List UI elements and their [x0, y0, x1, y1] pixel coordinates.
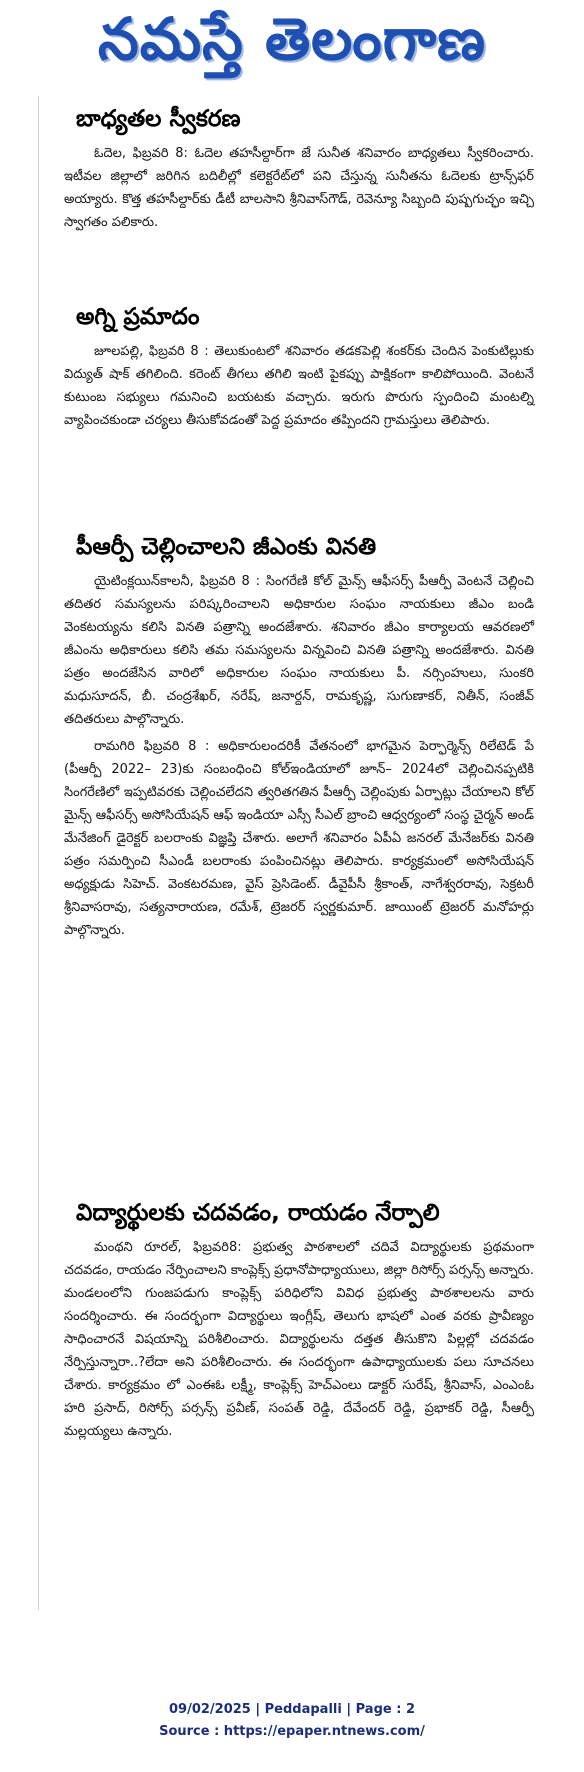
article-1-headline: బాధ్యతల స్వీకరణ	[76, 106, 241, 132]
article-1-paragraph-1: ఓదెల, ఫిబ్రవరి 8: ఓదెల తహసీల్దార్‌గా జే సునీత శనివారం బాధ్యతలు స్వీకరించారు. ఇటీవల జిల్లాలో జరిగిన బదిలీల్లో కలెక్టరేట్‌లో పని చేస్తున్న సునీతను ఓదెలకు ట్రాన్స్‌ఫర్ అయ్యారు. కొత్త తహసీల్దార్‌కు డీటీ బాలసాని శ్రీనివాస్‌గౌడ్, రెవెన్యూ సిబ్బంది పుష్పగుచ్ఛం ఇచ్చి స్వాగతం పలికారు.	[64, 146, 534, 230]
article-3-paragraph-1: యైటింక్లయిన్‌కాలనీ, ఫిబ్రవరి 8 : సింగరేణి కోల్ మైన్స్ ఆఫీసర్స్ పీఆర్పీ వెంటనే చెల్లించి తదితర సమస్యలను పరిష్కరించాలని అధికారుల సంఘం నాయకులు జీఎం బండి వెంకటయ్యను కలిసి వినతి పత్రాన్ని అందజేశారు. శనివారం జీఎం కార్యాలయ ఆవరణలో జీఎంను అధికారులు కలిసి తమ సమస్యలను విన్నవించి వినతి పత్రాన్ని అందజేశారు. వినతి పత్రం అందజేసిన వారిలో అధికారుల సంఘం నాయకులు పీ. నర్సింహులు, సుంకరి మధుసూదన్, బీ. చంద్రశేఖర్, నరేష్, జనార్దన్, రామకృష్ణ, సుగుణాకర్, నితీన్, సంజీవ్ తదితరులు పాల్గొన్నారు.	[64, 574, 534, 727]
article-3	[64, 532, 534, 946]
article-3-paragraph-2: రామగిరి ఫిబ్రవరి 8 : అధికారులందరికీ వేతనంలో భాగమైన పెర్ఫార్మెన్స్ రిలేటెడ్ పే (పీఆర్పీ 2022– 23)కు సంబంధించి కోల్‌ఇండియాలో జూన్– 2024లో చెల్లించినప్పటికి సింగరేణిలో ఇప్పటివరకు చెల్లించలేదని త్వరితగతిన పీఆర్పీ చెల్లింపుకు ఏర్పాట్లు చేయాలని కోల్ మైన్స్ ఆఫీసర్స్ అసోసియేషన్ ఆఫ్ ఇండియా ఎస్సీ సీఎల్ బ్రాంచి ఆధ్వర్యంలో సంస్థ చైర్మన్ అండ్ మేనేజింగ్ డైరెక్టర్ బలరాంకు విజ్ఞప్తి చేశారు. అలాగే శనివారం ఏపీఏ జనరల్ మేనేజర్‌కు వినతి పత్రం సమర్పించి సీఎండీ బలరాంకు పంపించినట్లు తెలిపారు. కార్యక్రమంలో అసోసియేషన్ అధ్యక్షుడు సిహెచ్. వెంకటరమణ, వైస్ ప్రెసిడెంట్. డీవైపీసీ శ్రీకాంత్, నాగేశ్వరరావు, సెక్రటరీ శ్రీనివాసరావు, సత్యనారాయణ, రమేశ్, ట్రెజరర్ స్వర్ణకుమార్. జాయింట్ ట్రెజరర్ మనోహర్లు పాల్గొన్నారు.	[64, 739, 534, 938]
footer-source: Source : https://epaper.ntnews.com/	[159, 1724, 425, 1739]
column-rule	[38, 96, 39, 1610]
article-4-headline: విద్యార్థులకు చదవడం, రాయడం నేర్పాలి	[76, 1200, 440, 1226]
masthead-title: నమస్తే తెలంగాణ	[98, 4, 486, 73]
article-4-paragraph-1: మంథని రూరల్, ఫిబ్రవరి8: ప్రభుత్వ పాఠశాలలో చదివే విద్యార్థులకు ప్రథమంగా చదవడం, రాయడం నేర్పించాలని కాంప్లెక్స్ ప్రధానోపాధ్యాయులు, జిల్లా రిసోర్స్ పర్సన్స్ అన్నారు. మండలంలోని గుంజపడుగు కాంప్లెక్స్ పరిధిలోని వివిధ ప్రభుత్వ పాఠశాలలను వారు సందర్శించారు. ఈ సందర్భంగా విద్యార్థులు ఇంగ్లీష్, తెలుగు భాషలో ఎంత వరకు ప్రావీణ్యం సాధించారనే విషయాన్ని పరిశీలించారు. విద్యార్థులను దత్తత తీసుకొని పిల్లల్లో చదవడం నేర్పిస్తున్నారా..?లేదా అని పరిశీలించారు. ఈ సందర్భంగా ఉపాధ్యాయులకు పలు సూచనలు చేశారు. కార్యక్రమం లో ఎంఈఓ లక్ష్మీ, కాంప్లెక్స్ హెచ్ఎంలు డాక్టర్ సురేష్, శ్రీనివాస్, ఎంఎంఓ హరి ప్రసాద్, రిసోర్స్ పర్సన్స్ ప్రవీణ్, సంపత్ రెడ్డి, దేవేందర్ రెడ్డి, ప్రభాకర్ రెడ్డి, సీఆర్పీ మల్లయ్యలు ఉన్నారు.	[64, 1240, 534, 1439]
article-1	[64, 104, 534, 238]
footer-date-edition: 09/02/2025 | Peddapalli | Page : 2	[168, 1702, 415, 1717]
article-3-headline: పీఆర్పీ చెల్లించాలని జీఎంకు వినతి	[76, 534, 377, 560]
article-2	[64, 302, 534, 436]
article-2-headline: అగ్ని ప్రమాదం	[76, 304, 200, 330]
article-4	[64, 1198, 534, 1447]
article-2-paragraph-1: జూలపల్లి, ఫిబ్రవరి 8 : తెలుకుంటలో శనివారం తడకపెల్లి శంకర్‌కు చెందిన పెంకుటిల్లుకు విద్యుత్ షాక్ తగిలింది. కరెంట్ తీగలు తగిలి ఇంటి పైకప్పు పాక్షికంగా కాలిపోయింది. వెంటనే కుటుంబ సభ్యులు గమనించి బయటకు వచ్చారు. ఇరుగు పొరుగు స్పందించి మంటల్ని వ్యాపించకుండా చర్యలు తీసుకోవడంతో పెద్ద ప్రమాదం తప్పిందని గ్రామస్తులు తెలిపారు.	[64, 344, 534, 428]
masthead	[0, 0, 584, 92]
